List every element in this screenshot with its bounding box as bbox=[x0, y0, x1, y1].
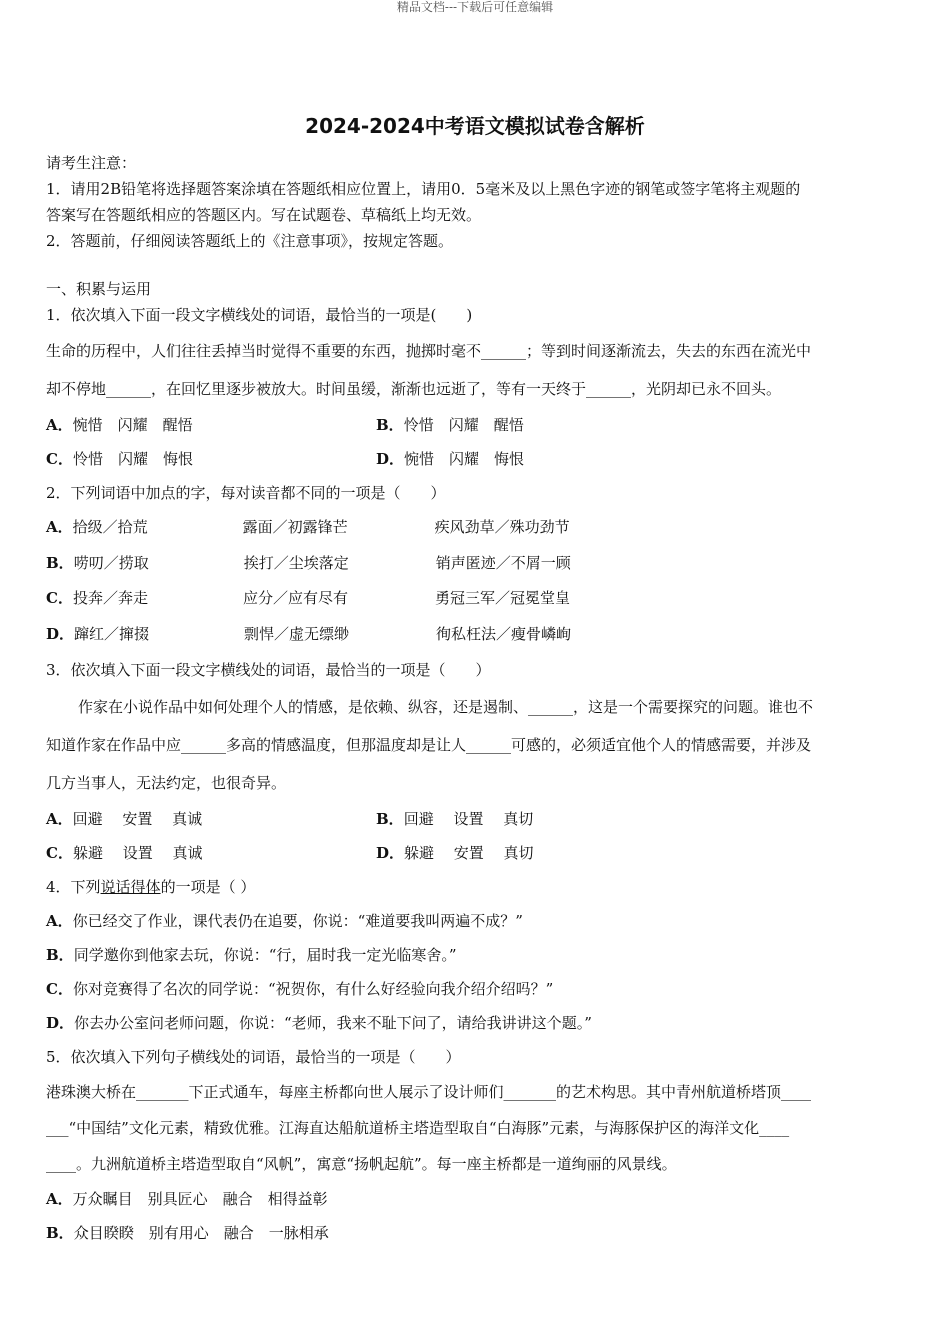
question-4-stem: 4．下列说话得体的一项是（ ） bbox=[46, 878, 256, 896]
option-a[interactable]: A．你已经交了作业，课代表仍在追要，你说：“难道要我叫两遍不成？” bbox=[46, 912, 523, 930]
question-3-passage: 作家在小说作品中如何处理个人的情感，是依赖、纵容，还是遏制、______，这是一个需要探究的问题。谁也不 bbox=[78, 698, 814, 716]
question-3-passage: 几方当事人，无法约定，也很奇异。 bbox=[46, 774, 287, 792]
option-d[interactable]: D． 蹿红／撺掇 剽悍／虚无缥缈 徇私枉法／瘦骨嶙峋 bbox=[46, 624, 572, 643]
question-3-options bbox=[46, 802, 906, 836]
option-b[interactable]: B．回避 设置 真切 bbox=[376, 810, 534, 828]
question-1-stem: 1．依次填入下面一段文字横线处的词语，最恰当的一项是( ) bbox=[46, 306, 473, 324]
option-b[interactable]: B．同学邀你到他家去玩，你说：“行，届时我一定光临寒舍。” bbox=[46, 946, 457, 964]
notice-item: 1．请用2B铅笔将选择题答案涂填在答题纸相应位置上，请用0．5毫米及以上黑色字迹的钢笔或签字笔将主观题的 bbox=[46, 180, 801, 198]
option-b[interactable]: B．众目睽睽 别有用心 融合 一脉相承 bbox=[46, 1224, 329, 1242]
question-5-stem: 5．依次填入下列句子横线处的词语，最恰当的一项是（ ） bbox=[46, 1048, 461, 1066]
option-c[interactable]: C．躲避 设置 真诚 bbox=[46, 844, 203, 862]
option-a[interactable]: A．万众瞩目 别具匠心 融合 相得益彰 bbox=[46, 1190, 328, 1208]
question-3-options bbox=[46, 836, 906, 870]
option-b[interactable]: B．怜惜 闪耀 醒悟 bbox=[376, 416, 524, 434]
section-heading: 一、积累与运用 bbox=[46, 280, 152, 298]
notice-heading: 请考生注意： bbox=[46, 154, 137, 172]
question-3-passage: 知道作家在作品中应______多高的情感温度，但那温度却是让人______可感的，必须适宜他个人的情感需要，并涉及 bbox=[46, 736, 812, 754]
question-2-stem: 2．下列词语中加点的字，每对读音都不同的一项是（ ） bbox=[46, 484, 446, 502]
question-1-passage: 生命的历程中，人们往往丢掉当时觉得不重要的东西，抛掷时毫不______；等到时间逐渐流去，失去的东西在流光中 bbox=[46, 342, 812, 360]
option-d[interactable]: D．惋惜 闪耀 悔恨 bbox=[376, 450, 525, 468]
option-c[interactable]: C． 投奔／奔走 应分／应有尽有 勇冠三军／冠冕堂皇 bbox=[46, 589, 570, 607]
page-title: 2024-2024中考语文模拟试卷含解析 bbox=[305, 114, 645, 138]
option-c[interactable]: C．怜惜 闪耀 悔恨 bbox=[46, 450, 193, 468]
notice-item: 2．答题前，仔细阅读答题纸上的《注意事项》，按规定答题。 bbox=[46, 232, 454, 250]
question-5-passage: ____。九洲航道桥主塔造型取自“风帆”，寓意“扬帆起航”。每一座主桥都是一道绚丽的风景线。 bbox=[46, 1155, 677, 1173]
option-d[interactable]: D．你去办公室问老师问题，你说：“老师，我来不耻下问了，请给我讲讲这个题。” bbox=[46, 1014, 592, 1032]
option-a[interactable]: A．回避 安置 真诚 bbox=[46, 810, 203, 828]
question-3-stem: 3．依次填入下面一段文字横线处的词语，最恰当的一项是（ ） bbox=[46, 661, 491, 679]
page-header: 精品文档---下载后可任意编辑 bbox=[396, 0, 554, 14]
question-1-options bbox=[46, 442, 906, 476]
document-body bbox=[46, 150, 906, 1250]
option-d[interactable]: D．躲避 安置 真切 bbox=[376, 844, 534, 862]
question-5-passage: 港珠澳大桥在_______下正式通车，每座主桥都向世人展示了设计师们_______的艺术构思。其中青州航道桥塔顶____ bbox=[46, 1083, 812, 1101]
option-a[interactable]: A．惋惜 闪耀 醒悟 bbox=[46, 416, 193, 434]
question-1-passage: 却不停地______，在回忆里逐步被放大。时间虽缓，渐渐也远逝了，等有一天终于______，光阴却已永不回头。 bbox=[46, 380, 782, 398]
notice-item: 答案写在答题纸相应的答题区内。写在试题卷、草稿纸上均无效。 bbox=[46, 206, 482, 224]
option-b[interactable]: B． 唠叨／捞取 挨打／尘埃落定 销声匿迹／不屑一顾 bbox=[46, 553, 571, 572]
question-5-passage: ___“中国结”文化元素，精致优雅。江海直达船航道桥主塔造型取自“白海豚”元素，与海豚保护区的海洋文化____ bbox=[46, 1119, 790, 1137]
option-c[interactable]: C．你对竞赛得了名次的同学说：“祝贺你，有什么好经验向我介绍介绍吗？” bbox=[46, 980, 554, 998]
option-a[interactable]: A． 拾级／拾荒 露面／初露锋芒 疾风劲草／殊功劲节 bbox=[46, 518, 570, 536]
question-1-options bbox=[46, 408, 906, 442]
